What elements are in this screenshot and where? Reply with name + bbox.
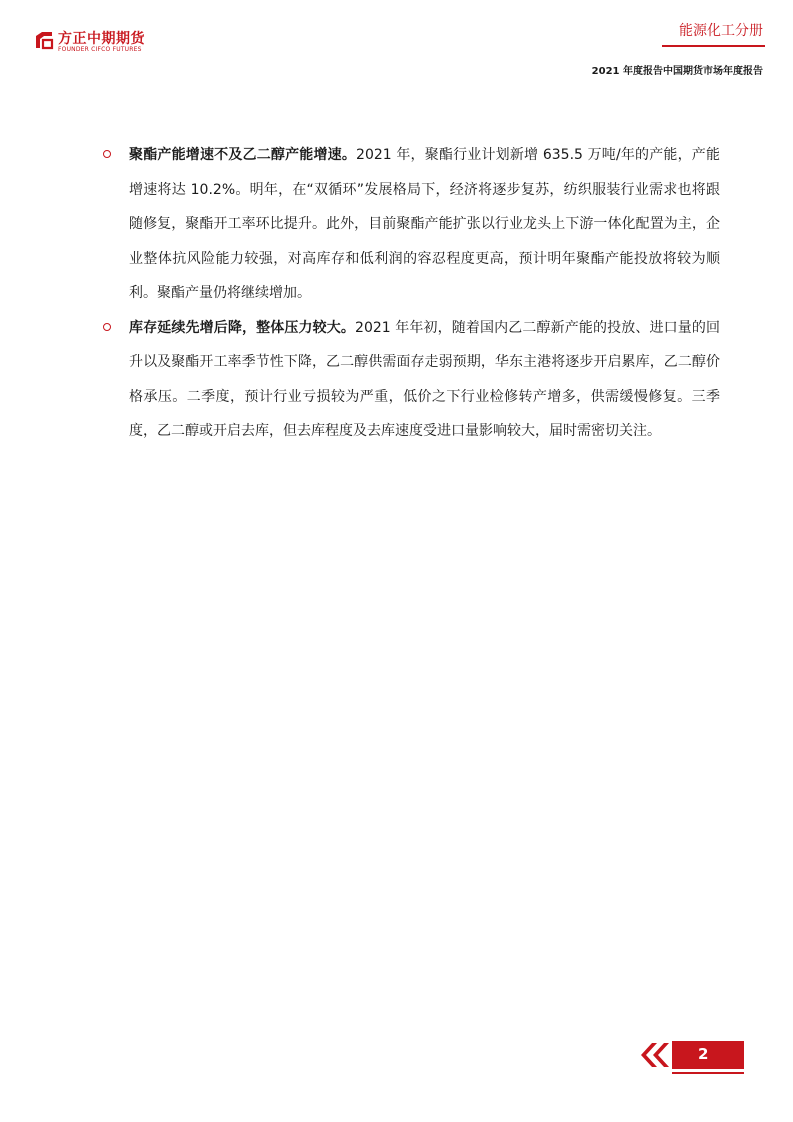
logo-text-en: FOUNDER CIFCO FUTURES	[58, 46, 142, 53]
paragraph-heading: 聚酯产能增速不及乙二醇产能增速。	[129, 147, 357, 163]
main-content	[100, 138, 720, 449]
paragraph-body: 2021 年，聚酯行业计划新增 635.5 万吨/年的产能，产能增速将达 10.2%。明年，在“双循环”发展格局下，经济将逐步复苏，纺织服装行业需求也将跟随修复，聚酯开工率环比提升。此外，目前聚酯产能扩张以行业龙头上下游一体化配置为主，企业整体抗风险能力较强，对高库存和低利润的容忍程度更高，预计明年聚酯产能投放将较为顺利。聚酯产量仍将继续增加。	[129, 147, 721, 301]
bullet-paragraph	[100, 311, 720, 449]
circle-bullet-icon	[103, 150, 111, 158]
header-divider	[662, 45, 765, 47]
logo-text-cn: 方正中期期货	[58, 31, 145, 47]
paragraph-body: 2021 年年初，随着国内乙二醇新产能的投放、进口量的回升以及聚酯开工率季节性下降，乙二醇供需面存走弱预期，华东主港将逐步开启累库，乙二醇价格承压。二季度，预计行业亏损较为严重，低价之下行业检修转产增多，供需缓慢修复。三季度，乙二醇或开启去库，但去库程度及去库速度受进口量影响较大，届时需密切关注。	[129, 319, 721, 439]
bullet-paragraph	[100, 138, 720, 311]
paragraph-heading: 库存延续先增后降，整体压力较大。	[129, 319, 356, 336]
section-title: 能源化工分册	[679, 23, 763, 39]
chevron-left-icon	[638, 1040, 670, 1070]
logo-mark-icon	[34, 30, 54, 50]
report-title: 2021 年度报告中国期货市场年度报告	[591, 66, 763, 77]
footer-divider	[672, 1072, 744, 1074]
company-logo	[34, 26, 174, 56]
circle-bullet-icon	[103, 323, 111, 331]
page-number: 2	[698, 1045, 709, 1063]
